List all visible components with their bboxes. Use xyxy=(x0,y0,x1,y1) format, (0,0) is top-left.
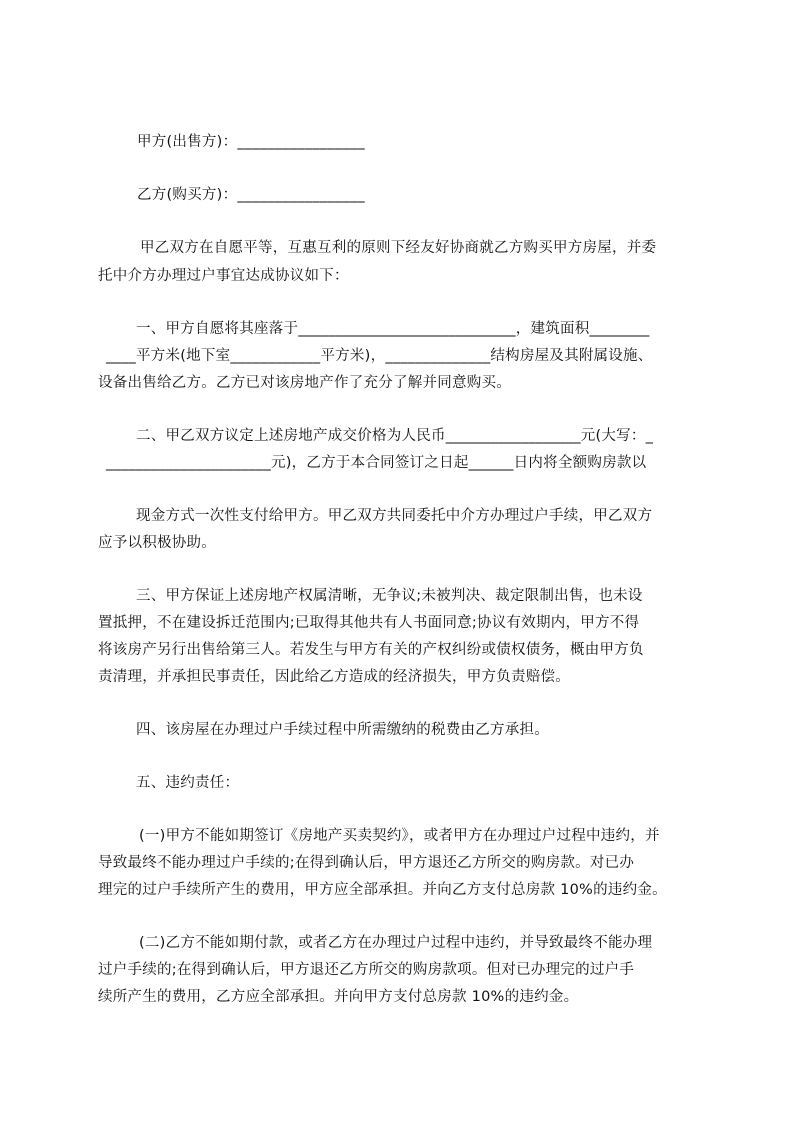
clause2-line-1: 二、甲乙双方议定上述房地产成交价格为人民币__________________元(大写：_ xyxy=(136,428,654,444)
party-b-line: 乙方(购买方)：_________________ xyxy=(137,187,365,203)
intro-line-1: 甲乙双方在自愿平等，互惠互利的原则下经友好协商就乙方购买甲方房屋，并委 xyxy=(140,240,657,256)
clause3-line-4: 责清理，并承担民事责任，因此给乙方造成的经济损失，甲方负责赔偿。 xyxy=(98,669,570,685)
clause5-1-line-3: 理完的过户手续所产生的费用，甲方应全部承担。并向乙方支付总房款 10%的违约金。 xyxy=(98,882,667,898)
clause1-line-3: 设备出售给乙方。乙方已对该房地产作了充分了解并同意购买。 xyxy=(98,375,511,391)
clause2-cont-line-1: 现金方式一次性支付给甲方。甲乙双方共同委托中介方办理过户手续，甲乙双方 xyxy=(136,508,653,524)
clause5-2-line-3: 续所产生的费用，乙方应全部承担。并向甲方支付总房款 10%的违约金。 xyxy=(98,989,579,1005)
party-a-line: 甲方(出售方)：_________________ xyxy=(137,134,365,150)
clause4-line: 四、该房屋在办理过户手续过程中所需缴纳的税费由乙方承担。 xyxy=(136,722,549,738)
clause5-heading: 五、违约责任： xyxy=(136,775,240,791)
intro-line-2: 托中介方办理过户事宜达成协议如下： xyxy=(98,268,349,284)
clause1-line-1: 一、甲方自愿将其座落于_____________________________，建筑面积________ xyxy=(136,321,650,337)
clause3-line-2: 置抵押，不在建设拆迁范围内;已取得其他共有人书面同意;协议有效期内，甲方不得 xyxy=(98,615,640,631)
clause5-1-line-2: 导致最终不能办理过户手续的;在得到确认后，甲方退还乙方所交的购房款。对已办 xyxy=(98,855,635,871)
clause3-line-3: 将该房产另行出售给第三人。若发生与甲方有关的产权纠纷或债权债务，概由甲方负 xyxy=(98,642,644,658)
clause5-2-line-2: 过户手续的;在得到确认后，甲方退还乙方所交的购房款项。但对已办理完的过户手 xyxy=(98,962,635,978)
clause2-cont-line-2: 应予以积极协助。 xyxy=(98,535,216,551)
clause3-line-1: 三、甲方保证上述房地产权属清晰，无争议;未被判决、裁定限制出售，也未设 xyxy=(136,588,643,604)
clause1-line-2: ____平方米(地下室____________平方米)，______________结构房屋及其附属设施、 xyxy=(106,348,653,364)
clause5-1-line-1: (一)甲方不能如期签订《房地产买卖契约》，或者甲方在办理过户过程中违约，并 xyxy=(139,828,660,844)
clause5-2-line-1: (二)乙方不能如期付款，或者乙方在办理过户过程中违约，并导致最终不能办理 xyxy=(139,935,653,951)
clause2-line-2: ______________________元)，乙方于本合同签订之日起______日内将全额购房款以 xyxy=(106,455,647,471)
